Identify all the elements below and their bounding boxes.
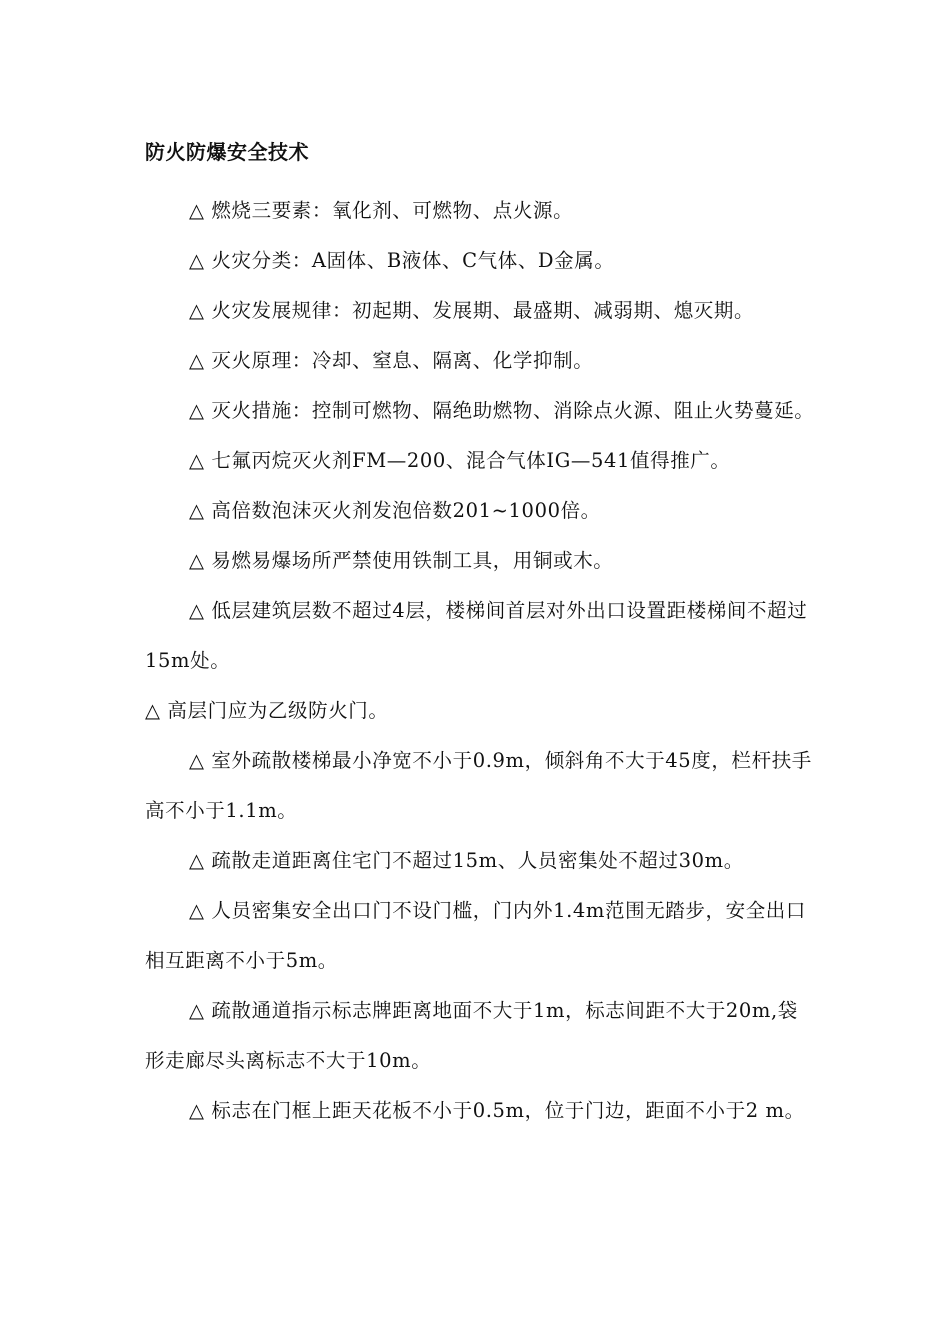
paragraph-tool-restriction: △ 易燃易爆场所严禁使用铁制工具，用铜或木。	[189, 549, 614, 572]
paragraph-foam-expansion: △ 高倍数泡沫灭火剂发泡倍数201~1000倍。	[189, 499, 601, 522]
paragraph-fire-classification: △ 火灾分类：A固体、B液体、C气体、D金属。	[189, 249, 615, 272]
paragraph-combustion-elements: △ 燃烧三要素：氧化剂、可燃物、点火源。	[189, 199, 574, 222]
paragraph-fire-development: △ 火灾发展规律：初起期、发展期、最盛期、减弱期、熄灭期。	[189, 299, 755, 322]
paragraph-extinguishing-agents: △ 七氟丙烷灭火剂FM—200、混合气体IG—541值得推广。	[189, 449, 731, 472]
paragraph-evacuation-signs: △ 疏散通道指示标志牌距离地面不大于1m，标志间距不大于20m,袋形走廊尽头离标志不大于10m。	[145, 999, 798, 1072]
document-page	[145, 136, 817, 1136]
paragraph-low-rise-building: △ 低层建筑层数不超过4层，楼梯间首层对外出口设置距楼梯间不超过15m处。	[145, 599, 808, 672]
document-title: 防火防爆安全技术	[145, 140, 309, 164]
paragraph-safety-exit: △ 人员密集安全出口门不设门槛，门内外1.4m范围无踏步，安全出口相互距离不小于5m。	[145, 899, 806, 972]
paragraph-extinguishing-principles: △ 灭火原理：冷却、窒息、隔离、化学抑制。	[189, 349, 594, 372]
paragraph-outdoor-stairs: △ 室外疏散楼梯最小净宽不小于0.9m，倾斜角不大于45度，栏杆扶手高不小于1.1m。	[145, 749, 812, 822]
paragraph-extinguishing-measures: △ 灭火措施：控制可燃物、隔绝助燃物、消除点火源、阻止火势蔓延。	[189, 399, 815, 422]
paragraph-evacuation-distance: △ 疏散走道距离住宅门不超过15m、人员密集处不超过30m。	[189, 849, 744, 872]
paragraph-sign-placement: △ 标志在门框上距天花板不小于0.5m，位于门边，距面不小于2 m。	[189, 1099, 805, 1122]
paragraph-fire-door: △ 高层门应为乙级防火门。	[145, 699, 389, 722]
